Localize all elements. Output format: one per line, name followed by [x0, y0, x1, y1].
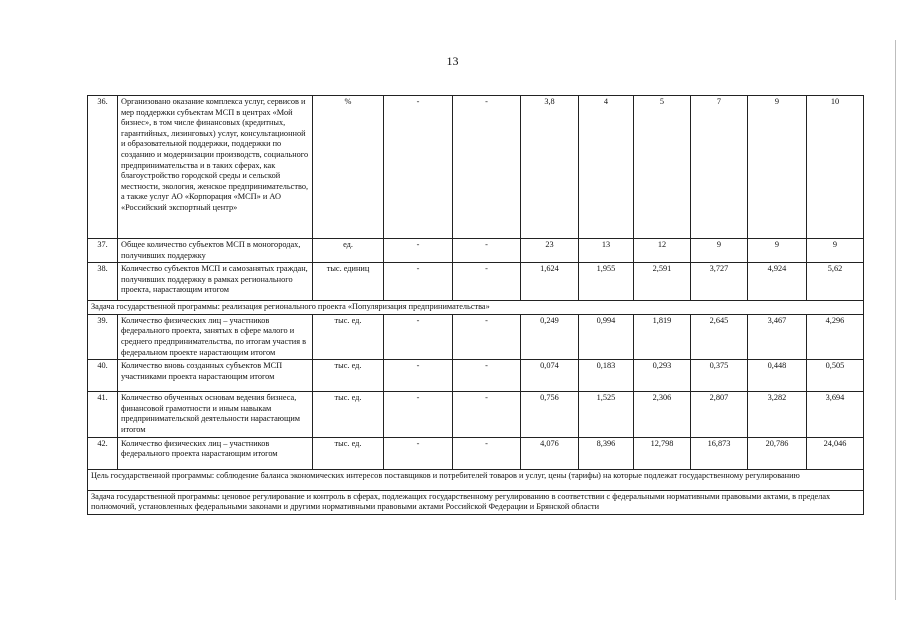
year-value-cell: 0,448 [748, 360, 807, 392]
year-value-cell: 12 [634, 239, 691, 263]
year-value-cell: 3,8 [521, 96, 579, 239]
section-text: Задача государственной программы: реализация регионального проекта «Популяризация предпринимательства» [88, 301, 864, 315]
year-value-cell: 4,076 [521, 437, 579, 469]
year-value-cell: 3,727 [691, 263, 748, 301]
year-value-cell: 3,467 [748, 314, 807, 359]
year-value-cell: 2,645 [691, 314, 748, 359]
unit-cell: тыс. ед. [313, 392, 384, 437]
row-number: 38. [88, 263, 118, 301]
base-value-cell: - [384, 96, 453, 239]
year-value-cell: 16,873 [691, 437, 748, 469]
section-text: Задача государственной программы: ценовое регулирование и контроль в сферах, подлежащих государственному регулированию в соответствии с федеральными нормативными правовыми актами, в пределах полномочий, установленных федеральными законами и другими нормативными правовыми актами Российской Федерации и Брянской области [88, 490, 864, 514]
base-value-cell: - [453, 239, 521, 263]
year-value-cell: 20,786 [748, 437, 807, 469]
table-row [88, 437, 864, 469]
indicator-name: Количество обученных основам ведения бизнеса, финансовой грамотности и иным навыкам предпринимательской деятельности нарастающим итогом [118, 392, 313, 437]
row-number: 40. [88, 360, 118, 392]
year-value-cell: 1,624 [521, 263, 579, 301]
indicators-table [87, 95, 864, 515]
table-body [88, 96, 864, 515]
year-value-cell: 0,756 [521, 392, 579, 437]
section-row [88, 301, 864, 315]
indicator-name: Количество физических лиц – участников федерального проекта нарастающим итогом [118, 437, 313, 469]
year-value-cell: 4,924 [748, 263, 807, 301]
year-value-cell: 2,306 [634, 392, 691, 437]
year-value-cell: 1,819 [634, 314, 691, 359]
year-value-cell: 2,807 [691, 392, 748, 437]
row-number: 39. [88, 314, 118, 359]
year-value-cell: 24,046 [807, 437, 864, 469]
unit-cell: % [313, 96, 384, 239]
year-value-cell: 13 [579, 239, 634, 263]
base-value-cell: - [384, 392, 453, 437]
base-value-cell: - [384, 437, 453, 469]
table-row [88, 392, 864, 437]
year-value-cell: 3,282 [748, 392, 807, 437]
table-row [88, 263, 864, 301]
year-value-cell: 4,296 [807, 314, 864, 359]
unit-cell: тыс. единиц [313, 263, 384, 301]
unit-cell: тыс. ед. [313, 314, 384, 359]
indicator-name: Общее количество субъектов МСП в моногородах, получивших поддержку [118, 239, 313, 263]
year-value-cell: 12,798 [634, 437, 691, 469]
row-number: 37. [88, 239, 118, 263]
table-row [88, 314, 864, 359]
table-row [88, 96, 864, 239]
year-value-cell: 0,249 [521, 314, 579, 359]
year-value-cell: 10 [807, 96, 864, 239]
base-value-cell: - [453, 360, 521, 392]
year-value-cell: 9 [691, 239, 748, 263]
year-value-cell: 0,293 [634, 360, 691, 392]
row-number: 36. [88, 96, 118, 239]
year-value-cell: 7 [691, 96, 748, 239]
page-number: 13 [446, 54, 459, 68]
indicator-name: Количество физических лиц – участников федерального проекта, занятых в сфере малого и среднего предпринимательства, по итогам участия в федеральном проекте нарастающим итогом [118, 314, 313, 359]
year-value-cell: 9 [807, 239, 864, 263]
base-value-cell: - [384, 263, 453, 301]
year-value-cell: 9 [748, 96, 807, 239]
indicator-name: Количество вновь созданных субъектов МСП участниками проекта нарастающим итогом [118, 360, 313, 392]
year-value-cell: 8,396 [579, 437, 634, 469]
year-value-cell: 4 [579, 96, 634, 239]
unit-cell: ед. [313, 239, 384, 263]
table-row [88, 360, 864, 392]
base-value-cell: - [453, 96, 521, 239]
indicator-name: Организовано оказание комплекса услуг, сервисов и мер поддержки субъектам МСП в центрах «Мой бизнес», в том числе финансовых (кредитных, гарантийных, лизинговых) услуг, консультационной и образовательной поддержки, поддержки по созданию и модернизации производств, социального предпринимательства и в таких сферах, как благоустройство городской среды и сельской местности, экология, женское предпринимательство, а также услуг АО «Корпорация «МСП» и АО «Российский экспортный центр» [118, 96, 313, 239]
base-value-cell: - [384, 239, 453, 263]
base-value-cell: - [453, 314, 521, 359]
year-value-cell: 5 [634, 96, 691, 239]
section-text: Цель государственной программы: соблюдение баланса экономических интересов поставщиков и потребителей товаров и услуг, цены (тарифы) на которые подлежат государственному регулированию [88, 469, 864, 490]
year-value-cell: 0,505 [807, 360, 864, 392]
indicator-name: Количество субъектов МСП и самозанятых граждан, получивших поддержку в рамках регионального проекта, нарастающим итогом [118, 263, 313, 301]
year-value-cell: 1,955 [579, 263, 634, 301]
unit-cell: тыс. ед. [313, 437, 384, 469]
year-value-cell: 23 [521, 239, 579, 263]
year-value-cell: 9 [748, 239, 807, 263]
section-row [88, 469, 864, 490]
base-value-cell: - [453, 392, 521, 437]
year-value-cell: 2,591 [634, 263, 691, 301]
unit-cell: тыс. ед. [313, 360, 384, 392]
year-value-cell: 5,62 [807, 263, 864, 301]
year-value-cell: 1,525 [579, 392, 634, 437]
base-value-cell: - [453, 437, 521, 469]
year-value-cell: 0,183 [579, 360, 634, 392]
section-row [88, 490, 864, 514]
row-number: 42. [88, 437, 118, 469]
year-value-cell: 0,994 [579, 314, 634, 359]
base-value-cell: - [453, 263, 521, 301]
base-value-cell: - [384, 314, 453, 359]
table-row [88, 239, 864, 263]
year-value-cell: 0,074 [521, 360, 579, 392]
scan-edge-line [895, 40, 896, 600]
base-value-cell: - [384, 360, 453, 392]
year-value-cell: 0,375 [691, 360, 748, 392]
row-number: 41. [88, 392, 118, 437]
year-value-cell: 3,694 [807, 392, 864, 437]
